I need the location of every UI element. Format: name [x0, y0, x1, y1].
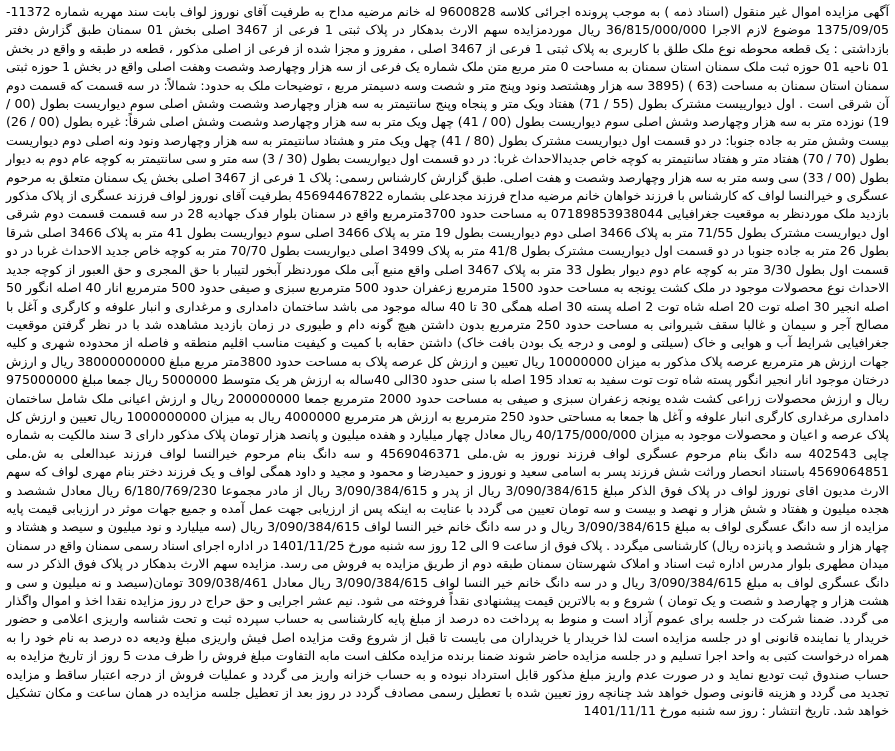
notice-body-text: آگهی مزایده اموال غیر منقول (اسناد ذمه ) به موجب پرونده اجرائی کلاسه 9600828 له خانم مرضیه مداح به طرفیت آقای نوروز لواف بابت سند مهریه شماره 11372- 1375/09/05 موضوع لازم الاجرا 36/815/000/000 ریال موردمزایده سهم الارث بدهکار در پلاک ثبتی 1 فرعی از 3467 اصلی بخش 01 سمنان طبق گزارش دفتر بازداشتی : یک قطعه محوطه نوع ملک طلق با کاربری به پلاک ثبتی 1 فرعی از 3467 اصلی ، مفروز و مجزا شده از فرعی از اصلی مذکور ، قطعه در طبقه و واقع در بخش 01 ناحیه 01 حوزه ثبت ملک سمنان استان سمنان به مساحت 0 متر مربع متن ملک شماره یک فرعی از سه هزار وچهارصد وشصت وهفت اصلی واقع در بخش 1 حوزه ثبتی سمنان استان سمنان به مساحت (63 ) (3895 سه هزار وهشتصد ونود وپنج متر و شصت وسه دسیمتر مربع ، توضیحات ملک به حدود: شمالاً: در سه قسمت که قسمت دوم آن شرقی است . اول دیوارییست مشترک بطول (55 / 71) هفتاد ویک متر و پنجاه وپنج سانتیمتر به سه هزار وچهارصد وشصت وشش اصلی سوم دیواریست بطول (00 / 19) نوزده متر به سه هزار وچهارصد وشش اصلی سوم دیواریست بطول (00 / 41) چهل ویک متر به سه هزار وچهارصد وشصت وشش اصلی شرقاً: غیره بطول (00 / 26) بیست وشش متر به جاده جنوبا: در دو قسمت اول دیواریست مشترک بطول (80 / 41) چهل ویک متر و هشتاد سانتیمتر به سه هزار وچهارصد ونود ونه اصلی دوم دیواریست بطول (70 / 70) هفتاد متر و هفتاد سانتیمتر به کوچه خاص جدیدالاحداث غربا: در دو قسمت اول دیواریست بطول (30 / 3) سه متر و سی سانتیمتر به کوچه عام دوم به دیوار بطول (00 / 33) سی وسه متر به سه هزار وچهارصد وشصت و هفت اصلی. طبق گزارش کارشناس رسمی: پلاک 1 فرعی از 3467 اصلی بخش یک سمنان متعلق به مرحوم عسگری و خیرالنسا لواف که کارشناس با فرزند خواهان خانم مرضیه مداح فرزند مجدعلی بشماره 45694467822 بطرفیت آقای نوروز لواف فرزند عسگری از پلاک مذکور بازدید ملک موردنظر به موقعیت جغرافیایی 07189853938044 به مساحت حدود 3700مترمربع واقع در سمنان بلوار فدک جهادیه 28 در سه قسمت قسمت دوم شرقی اول دیواریست مشترک بطول 71/55 متر به پلاک 3466 اصلی دوم دیواریست بطول 19 متر به پلاک 3466 اصلی سوم دیواریست بطول 41 متر به پلاک 3466 اصلی شرقا بطول 26 متر به جاده جنوبا در دو قسمت اول دیواریست مشترک بطول 41/8 متر به پلاک 3499 اصلی دیواریست بطول 70/70 متر به کوچه خاص جدید الاحداث غربا در دو قسمت اول بطول 3/30 متر به کوچه عام دوم دیوار بطول 33 متر به پلاک 3467 اصلی واقع منبع آبی ملک موردنظر آبخور لتیبار با حق المجری و حق العبور از کوچه جدید الاحداث نوع محصولات موجود در ملک کشت یونجه به مساحت حدود 1500 مترمربع زعفران حدود 500 مترمربع سبزی و صیفی حدود 500 مترمربع انار 40 اصله انگور 50 اصله انجیر 30 اصله توت 20 اصله شاه توت 2 اصله پسته 30 اصله همگی 30 تا 40 ساله موجود می باشد ساختمان دامداری و مرغداری و انبار علوفه و کارگری و آغل با مصالح آجر و سیمان و غالبا سقف شیروانی به مساحت حدود 250 مترمربع بدون داشتن هیچ گونه دام و طیوری در زمان بازدید مشاهده شد با در نظر گرفتن موقعیت جغرافیایی شرایط آب و هوایی و خاک (سیلتی و لومی و درجه یک بودن بافت خاک) داشتن حقابه با کمیت و کیفیت مناسب اقلیم منطقه و فاصله از محدوده شهری و کلیه جهات ارزش هر مترمربع عرصه پلاک مذکور به میزان 10000000 ریال تعیین و ارزش کل عرصه پلاک به مساحت حدود 3800متر مربع مبلغ 38000000000 ریال و ارزش درختان موجود انار انجیر انگور پسته شاه توت توت سفید به تعداد 195 اصله با سنی حدود 30الی 40ساله به ارزش هر یک متوسط 5000000 ریال جمعا مبلغ 975000000 ریال و ارزش محصولات زراعی کشت شده یونجه زعفران سبزی و صیفی به مساحت حدود 2000 مترمربع جمعا 200000000 ریال و ارزش اعیانی ملک شامل ساختمان دامداری مرغداری کارگری انبار علوفه و آغل ها جمعا به مساحتی حدود 250 مترمربع به ارزش هر مترمربع 4000000 ریال به میزان 1000000000 ریال تعیین و ارزش کل پلاک عرصه و اعیان و محصولات موجود به میزان 40/175/000/000 ریال معادل چهار میلیارد و هفده میلیون و پانصد هزار تومان پلاک مذکور دارای 3 سند مالکیت به شماره چاپی 402543 سه دانگ بنام مرحوم عسگری لواف فرزند نوروز به ش.ملی 4569046371 و سه دانگ بنام مرحوم خیرالنسا لواف فرزند عبدالعلی به ش.ملی 4569064851 باستناد انحصار وراثت شش فرزند پسر به اسامی سعید و نوروز و حمیدرضا و محمود و مجید و داود همگی لواف و یک فرزند دختر بنام مهری لواف که سهم الارث مدیون اقای نوروز لواف در پلاک فوق الذکر مبلغ 3/090/384/615 ریال از پدر و 3/090/384/615 ریال از مادر مجموعا 6/180/769/230 ریال معادل ششصد و هجده میلیون و هفتاد و شش هزار و نهصد و بیست و سه تومان تعیین می گردد با عنایت به اینکه پس از ارزیابی جهت عمل آمده و جمیع جهات موثر در ارزیابی قیمت پایه مزایده از سه دانگ عسگری لواف به مبلغ 3/090/384/615 ریال و در سه دانگ خانم خیر النسا لواف 3/090/384/615 ریال (سه میلیارد و نود میلیون و سیصد و هشتاد و چهار هزار و ششصد و پانزده ریال) کارشناسی میگردد . پلاک فوق از ساعت 9 الی 12 روز سه شنبه مورخ 1401/11/25 در اداره اجرای اسناد رسمی سمنان واقع در سمنان میدان مطهری بلوار مدرس اداره ثبت اسناد و املاک شهرستان سمنان طبقه دوم از طریق مزایده به فروش می رسد. مزایده سهم الارث بدهکار در پلاک فوق الذکر در سه دانگ عسگری لواف به مبلغ 3/090/384/615 ریال و در سه دانگ خانم خیر النسا لواف 3/090/384/615 ریال معادل 309/038/461 تومان(سیصد و نه میلیون و سی و هشت هزار و چهارصد و شصت و یک تومان ) شروع و به بالاترین قیمت پیشنهادی نقداً فروخته می شود. نیم عشر اجرایی و حق حراج در روز مزایده نقدا اخذ و اموال واگذار می گردد. ضمنا شرکت در جلسه برای عموم آزاد است و منوط به پرداخت ده درصد از مبلغ پایه کارشناسی به حساب سپرده ثبت و تحت شناسه واریزی اعلامی و حضور خریدار یا نماینده قانونی او در جلسه مزایده است لذا خریدار یا خریداران می بایست تا قبل از شروع وقت مزایده اصل فیش واریزی مبلغ ودیعه ده درصد به نام خود را به همراه درخواست کتبی به واحد اجرا تسلیم و در جلسه مزایده حاضر شوند ضمنا برنده مزایده مکلف است مابه التفاوت مبلغ فروش را ظرف مدت 5 روز از تاریخ مزایده به حساب صندوق ثبت تودیع نماید و در صورت عدم واریز مبلغ مذکور قابل استرداد نبوده و به حساب خزانه واریز می گردد و عملیات فروش از درجه اعتبار ساقط و مزایده تجدید می گردد و هزینه قانونی وصول خواهد شد چنانچه روز تعیین شده با تعطیل رسمی مصادف گردد در روز بعد از تعطیل جلسه مزایده در همان ساعت و مکان تشکیل خواهد شد. تاریخ انتشار : روز سه شنبه مورخ 1401/11/11 [6, 4, 890, 719]
